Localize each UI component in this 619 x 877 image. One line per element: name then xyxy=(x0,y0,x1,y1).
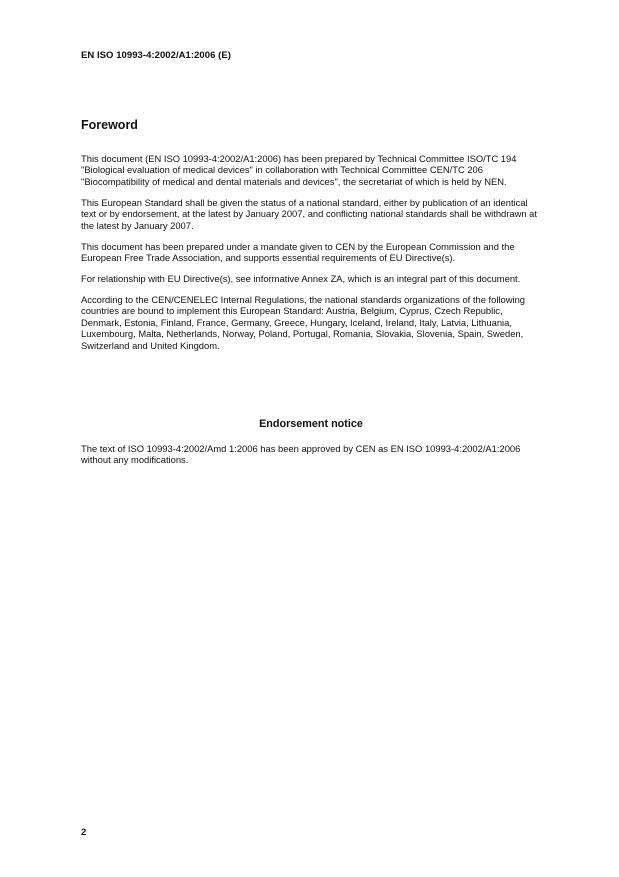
foreword-body xyxy=(81,153,541,361)
foreword-paragraph: According to the CEN/CENELEC Internal Regulations, the national standards organizations of the following countries are bound to implement this European Standard: Austria, Belgium, Cyprus, Czech Republic, Denmark, Estonia, Finland, France, Germany, Greece, Hungary, Iceland, Ireland, Italy, Latvia, Lithuania, Luxembourg, Malta, Netherlands, Norway, Poland, Portugal, Romania, Slovakia, Slovenia, Spain, Sweden, Switzerland and United Kingdom. xyxy=(81,294,526,351)
endorsement-text: The text of ISO 10993-4:2002/Amd 1:2006 has been approved by CEN as EN ISO 10993-4:2002/A1:2006 without any modifications. xyxy=(81,443,521,466)
foreword-heading: Foreword xyxy=(81,118,138,132)
foreword-paragraph: This document has been prepared under a mandate given to CEN by the European Commission and the European Free Trade Association, and supports essential requirements of EU Directive(s). xyxy=(81,240,515,264)
foreword-paragraph: This European Standard shall be given the status of a national standard, either by publication of an identical text or by endorsement, at the latest by January 2007, and conflicting national standards shall be withdrawn at the latest by January 2007. xyxy=(81,196,538,231)
endorsement-heading: Endorsement notice xyxy=(259,418,363,430)
foreword-paragraph: For relationship with EU Directive(s), see informative Annex ZA, which is an integral part of this document. xyxy=(81,273,521,285)
foreword-paragraph: This document (EN ISO 10993-4:2002/A1:2006) has been prepared by Technical Committee ISO/TC 194 "Biological evaluation of medical devices" in collaboration with Technical Committee CEN/TC 206 "Biocompatibility of medical and dental materials and devices", the secretariat of which is held by NEN. xyxy=(81,153,517,187)
page-number: 2 xyxy=(81,827,87,838)
document-reference: EN ISO 10993-4:2002/A1:2006 (E) xyxy=(81,50,231,61)
